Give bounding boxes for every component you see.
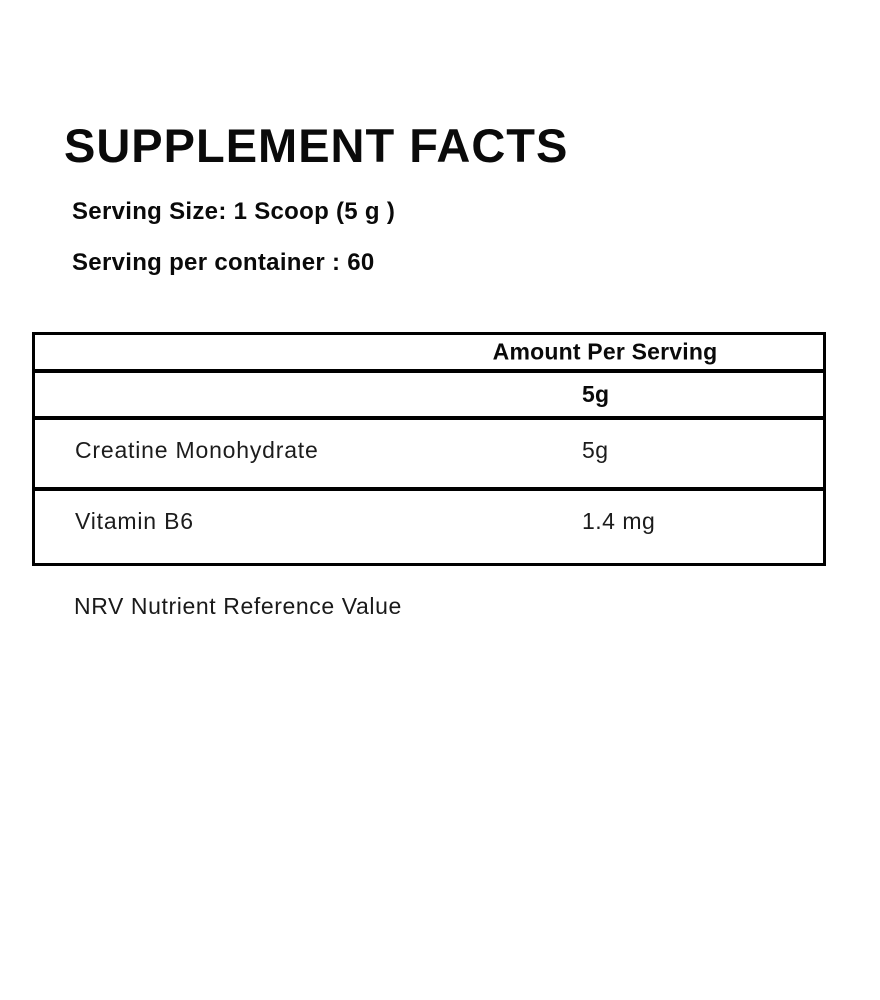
nutrient-name: Vitamin B6 bbox=[75, 508, 194, 534]
nutrient-amount: 1.4 mg bbox=[582, 508, 656, 534]
page-title: SUPPLEMENT FACTS bbox=[64, 119, 569, 172]
table-row bbox=[35, 420, 823, 491]
serving-amount-row bbox=[35, 373, 823, 420]
serving-amount-value: 5g bbox=[582, 381, 610, 407]
supplement-facts-table bbox=[32, 332, 826, 566]
table-header-row bbox=[35, 335, 823, 373]
nrv-footnote: NRV Nutrient Reference Value bbox=[74, 593, 402, 619]
nutrient-amount: 5g bbox=[582, 437, 609, 463]
serving-size-text: Serving Size: 1 Scoop (5 g ) bbox=[72, 198, 396, 225]
amount-per-serving-header: Amount Per Serving bbox=[492, 338, 718, 365]
table-row bbox=[35, 491, 823, 562]
nutrient-name: Creatine Monohydrate bbox=[75, 437, 319, 463]
servings-per-container-text: Serving per container : 60 bbox=[72, 249, 375, 276]
